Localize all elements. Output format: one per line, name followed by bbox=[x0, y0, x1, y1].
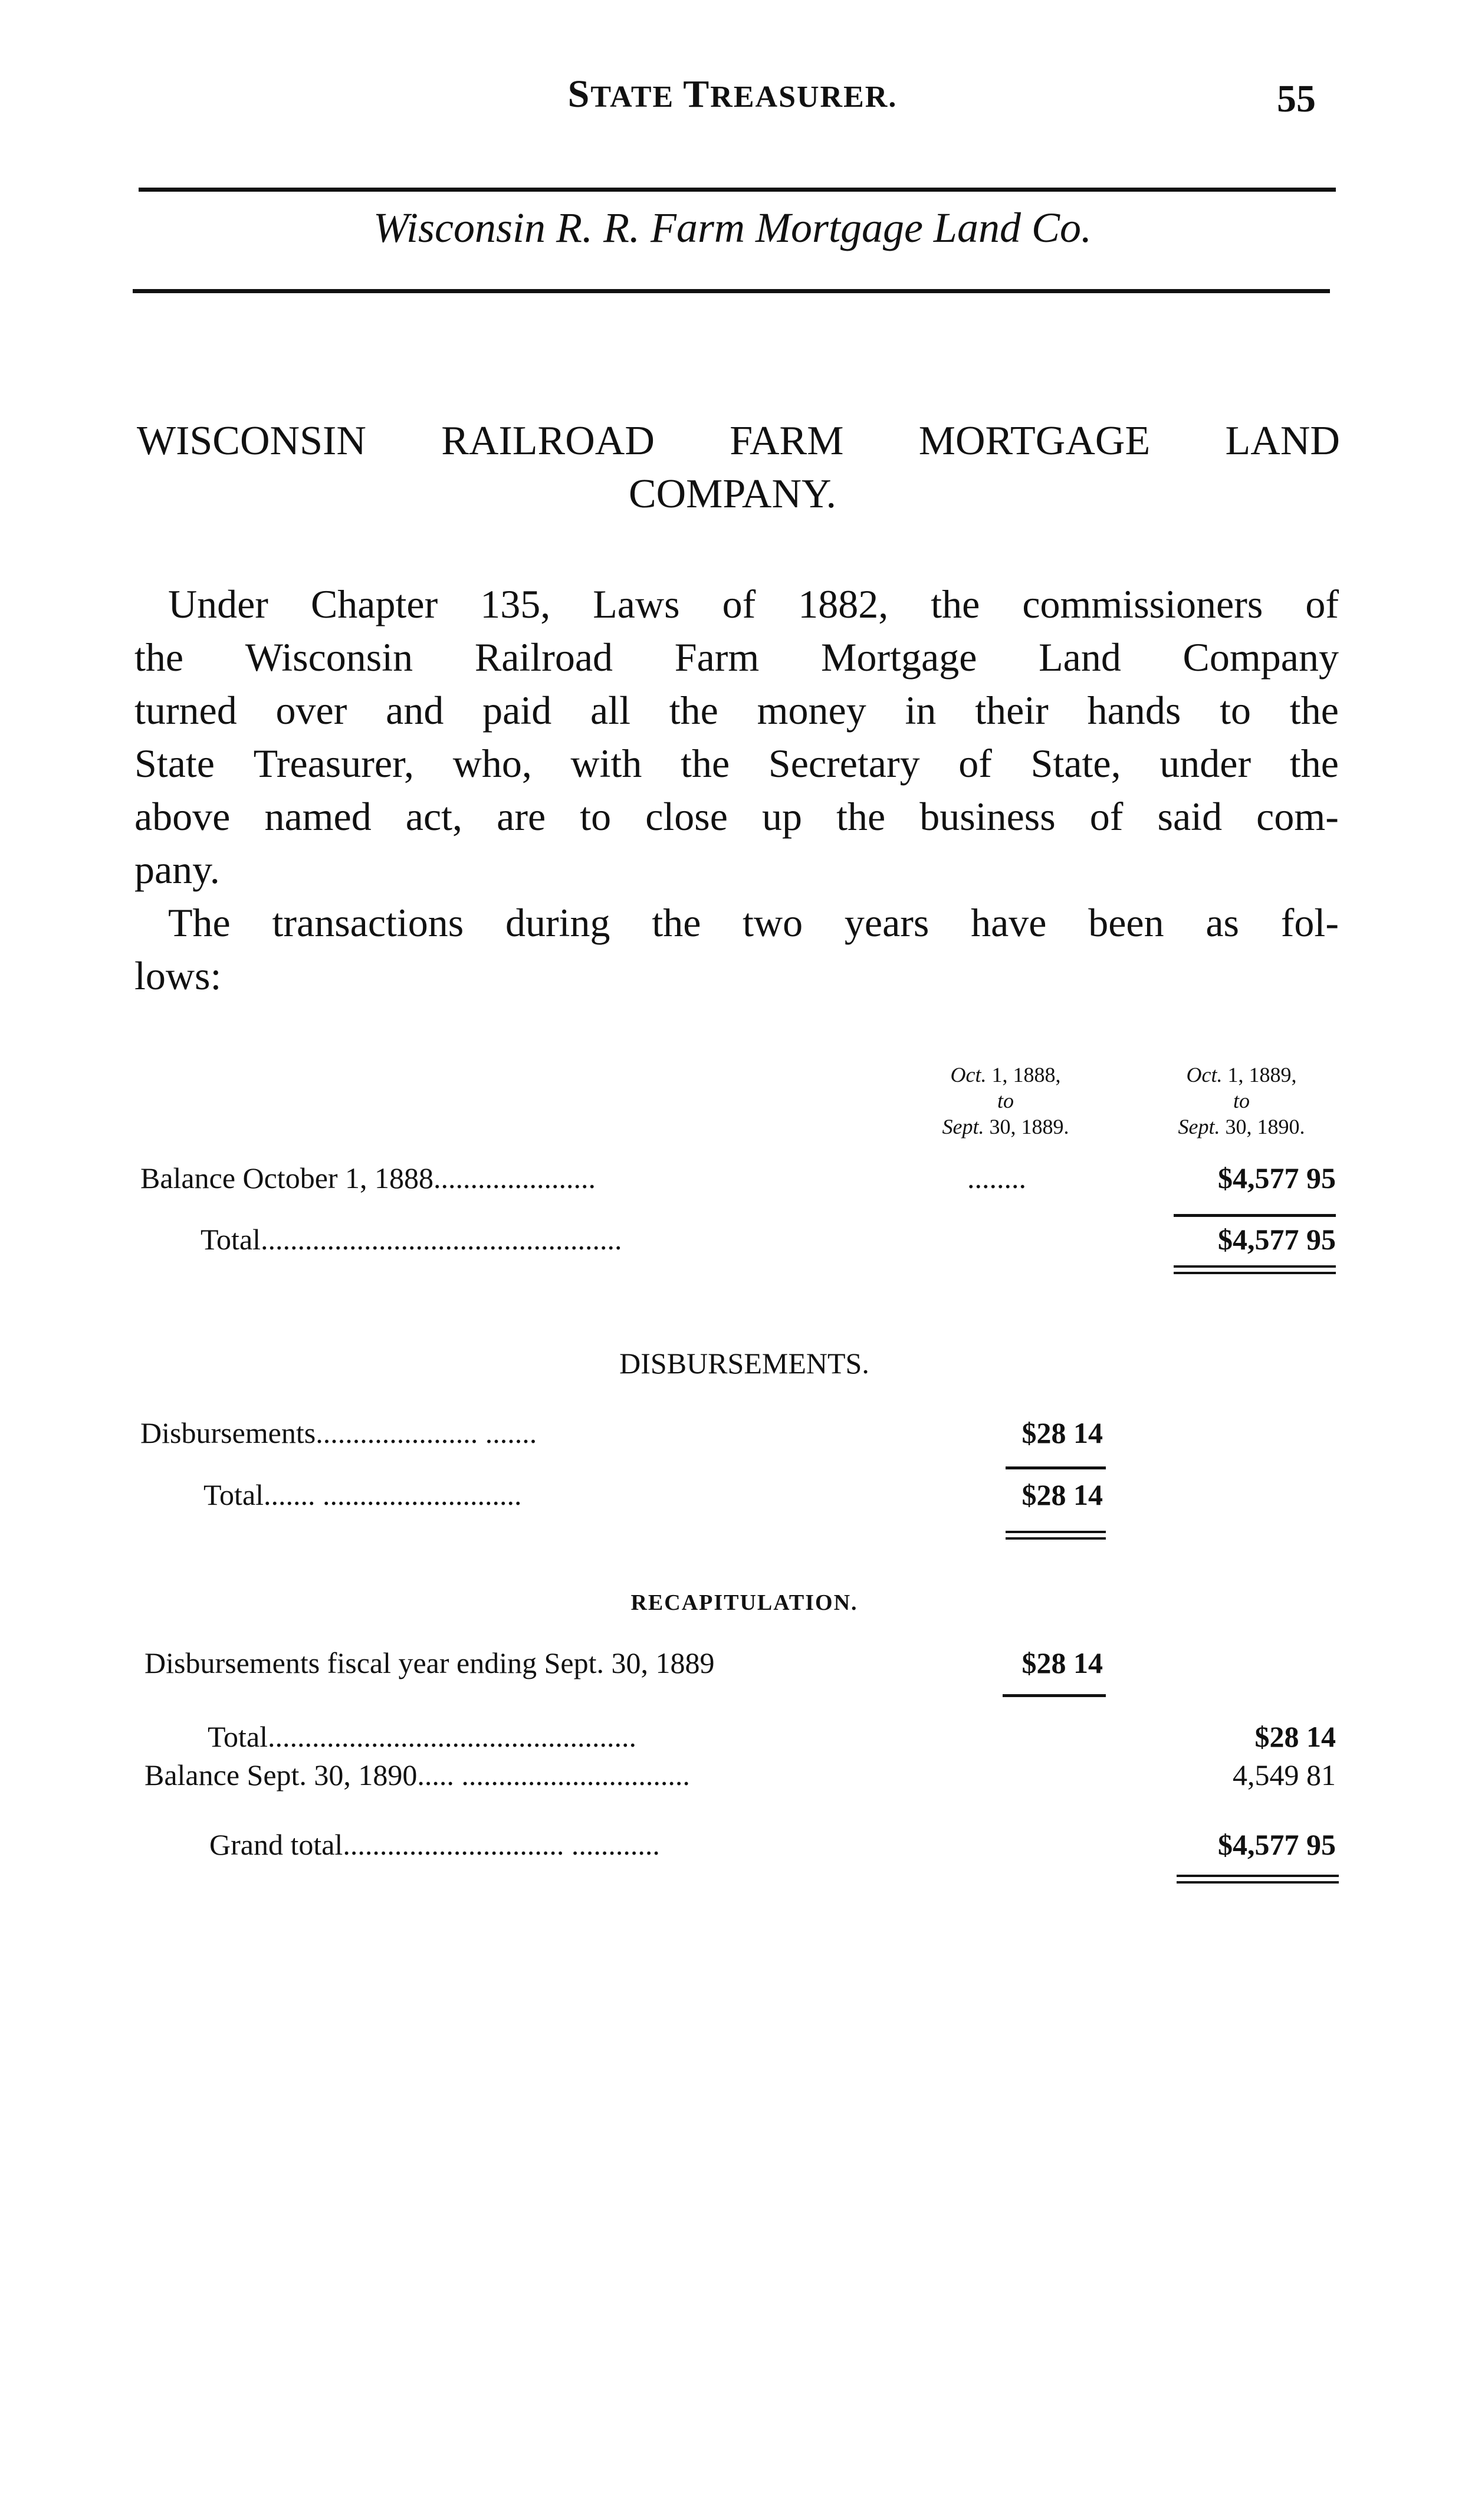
word: act, bbox=[405, 794, 463, 839]
word: turned bbox=[134, 688, 237, 733]
word: 1882, bbox=[798, 582, 889, 626]
word: as bbox=[1205, 900, 1240, 945]
word: close bbox=[645, 794, 728, 839]
word: Secretary bbox=[768, 741, 920, 786]
disbursements-total-label: Total....... ........................... bbox=[203, 1478, 522, 1511]
recapitulation-heading: RECAPITULATION. bbox=[630, 1590, 858, 1615]
word: Wisconsin bbox=[245, 635, 413, 680]
paragraph-1-line-6: pany. bbox=[134, 847, 220, 892]
word: the bbox=[652, 900, 701, 945]
recap-balance-col2: 4,549 81 bbox=[1233, 1758, 1336, 1791]
word: of bbox=[1089, 794, 1124, 839]
receipts-total-double-rule bbox=[1174, 1265, 1336, 1274]
word: who, bbox=[452, 741, 532, 786]
recap-grand-total-double-rule bbox=[1177, 1875, 1339, 1884]
title-word: FARM bbox=[730, 418, 844, 464]
word: the bbox=[836, 794, 886, 839]
word: Under bbox=[168, 582, 268, 626]
receipts-total-label: Total................................................. bbox=[201, 1223, 622, 1256]
header-rule-bottom bbox=[133, 289, 1330, 293]
word: over bbox=[275, 688, 347, 733]
title-word: RAILROAD bbox=[441, 418, 655, 464]
title-line-2: COMPANY. bbox=[628, 471, 837, 517]
word: Railroad bbox=[474, 635, 613, 680]
word: Treasurer, bbox=[253, 741, 415, 786]
balance-oct-1888-col2: $4,577 95 bbox=[1218, 1161, 1336, 1195]
word: business bbox=[919, 794, 1056, 839]
header-rule-top bbox=[139, 188, 1336, 192]
word: transactions bbox=[272, 900, 464, 945]
word: The bbox=[168, 900, 231, 945]
word: all bbox=[590, 688, 630, 733]
title-line-1 bbox=[137, 418, 1340, 465]
recap-total-col2: $28 14 bbox=[1254, 1720, 1336, 1753]
word: Chapter bbox=[310, 582, 438, 626]
word: have bbox=[971, 900, 1047, 945]
balance-oct-1888-label: Balance October 1, 1888...................... bbox=[140, 1161, 596, 1195]
word: the bbox=[1289, 741, 1339, 786]
paragraph-2-line-1 bbox=[168, 900, 1339, 946]
column-heading-1889: Oct. 1, 1888, to Sept. 30, 1889. bbox=[942, 1063, 1069, 1138]
disbursements-col1: $28 14 bbox=[1021, 1416, 1103, 1449]
recap-total-rule bbox=[1003, 1694, 1106, 1697]
word: Laws bbox=[593, 582, 680, 626]
word: Company bbox=[1182, 635, 1339, 680]
word: under bbox=[1159, 741, 1252, 786]
disbursements-label: Disbursements...................... ....... bbox=[140, 1416, 537, 1449]
paragraph-1-line-2 bbox=[134, 634, 1339, 681]
word: above bbox=[134, 794, 231, 839]
page-number: 55 bbox=[1277, 77, 1316, 120]
word: fol- bbox=[1280, 900, 1339, 945]
word: the bbox=[681, 741, 730, 786]
word: the bbox=[1289, 688, 1339, 733]
word: commissioners bbox=[1022, 582, 1263, 626]
disbursements-heading: DISBURSEMENTS. bbox=[619, 1347, 869, 1380]
word: Land bbox=[1039, 635, 1121, 680]
recap-grand-total-label: Grand total.............................. ............ bbox=[209, 1828, 660, 1861]
word: Mortgage bbox=[821, 635, 977, 680]
paragraph-1-line-3 bbox=[134, 687, 1339, 734]
word: the bbox=[931, 582, 980, 626]
paragraph-2-line-2: lows: bbox=[134, 953, 222, 998]
word: the bbox=[134, 635, 184, 680]
running-head: STATE TREASURER. bbox=[567, 73, 898, 116]
recap-disbursements-col1: $28 14 bbox=[1021, 1646, 1103, 1679]
word: com- bbox=[1256, 794, 1339, 839]
disbursements-total-rule bbox=[1006, 1466, 1106, 1469]
word: in bbox=[905, 688, 937, 733]
word: with bbox=[570, 741, 642, 786]
recap-total-label: Total.................................................. bbox=[208, 1720, 637, 1753]
word: and bbox=[386, 688, 444, 733]
word: money bbox=[757, 688, 866, 733]
word: State bbox=[134, 741, 215, 786]
word: their bbox=[975, 688, 1049, 733]
word: been bbox=[1088, 900, 1164, 945]
recap-grand-total-col2: $4,577 95 bbox=[1218, 1828, 1336, 1861]
word: of bbox=[1305, 582, 1339, 626]
section-head: Wisconsin R. R. Farm Mortgage Land Co. bbox=[373, 204, 1092, 251]
paragraph-1-line-1 bbox=[168, 581, 1339, 628]
disbursements-total-double-rule bbox=[1006, 1531, 1106, 1540]
word: of bbox=[958, 741, 992, 786]
word: State, bbox=[1030, 741, 1121, 786]
title-word: MORTGAGE bbox=[918, 418, 1151, 464]
paragraph-1-line-4 bbox=[134, 740, 1339, 787]
word: to bbox=[1220, 688, 1251, 733]
word: during bbox=[505, 900, 610, 945]
receipts-total-col2: $4,577 95 bbox=[1218, 1223, 1336, 1256]
title-word: LAND bbox=[1225, 418, 1340, 464]
word: are bbox=[497, 794, 546, 839]
disbursements-total-col1: $28 14 bbox=[1021, 1478, 1103, 1511]
recap-balance-label: Balance Sept. 30, 1890..... ............................... bbox=[144, 1758, 690, 1791]
receipts-total-rule bbox=[1174, 1214, 1336, 1217]
recap-disbursements-label: Disbursements fiscal year ending Sept. 30, 1889 bbox=[144, 1646, 715, 1679]
word: Farm bbox=[674, 635, 760, 680]
balance-oct-1888-col1: ........ bbox=[967, 1161, 1026, 1195]
word: 135, bbox=[480, 582, 551, 626]
word: named bbox=[264, 794, 372, 839]
column-heading-1890: Oct. 1, 1889, to Sept. 30, 1890. bbox=[1178, 1063, 1305, 1138]
word: the bbox=[669, 688, 718, 733]
title-word: WISCONSIN bbox=[137, 418, 366, 464]
word: hands bbox=[1087, 688, 1181, 733]
word: paid bbox=[482, 688, 552, 733]
word: said bbox=[1157, 794, 1223, 839]
word: of bbox=[722, 582, 756, 626]
word: to bbox=[580, 794, 612, 839]
word: years bbox=[844, 900, 929, 945]
word: up bbox=[762, 794, 803, 839]
paragraph-1-line-5 bbox=[134, 793, 1339, 840]
word: two bbox=[743, 900, 803, 945]
